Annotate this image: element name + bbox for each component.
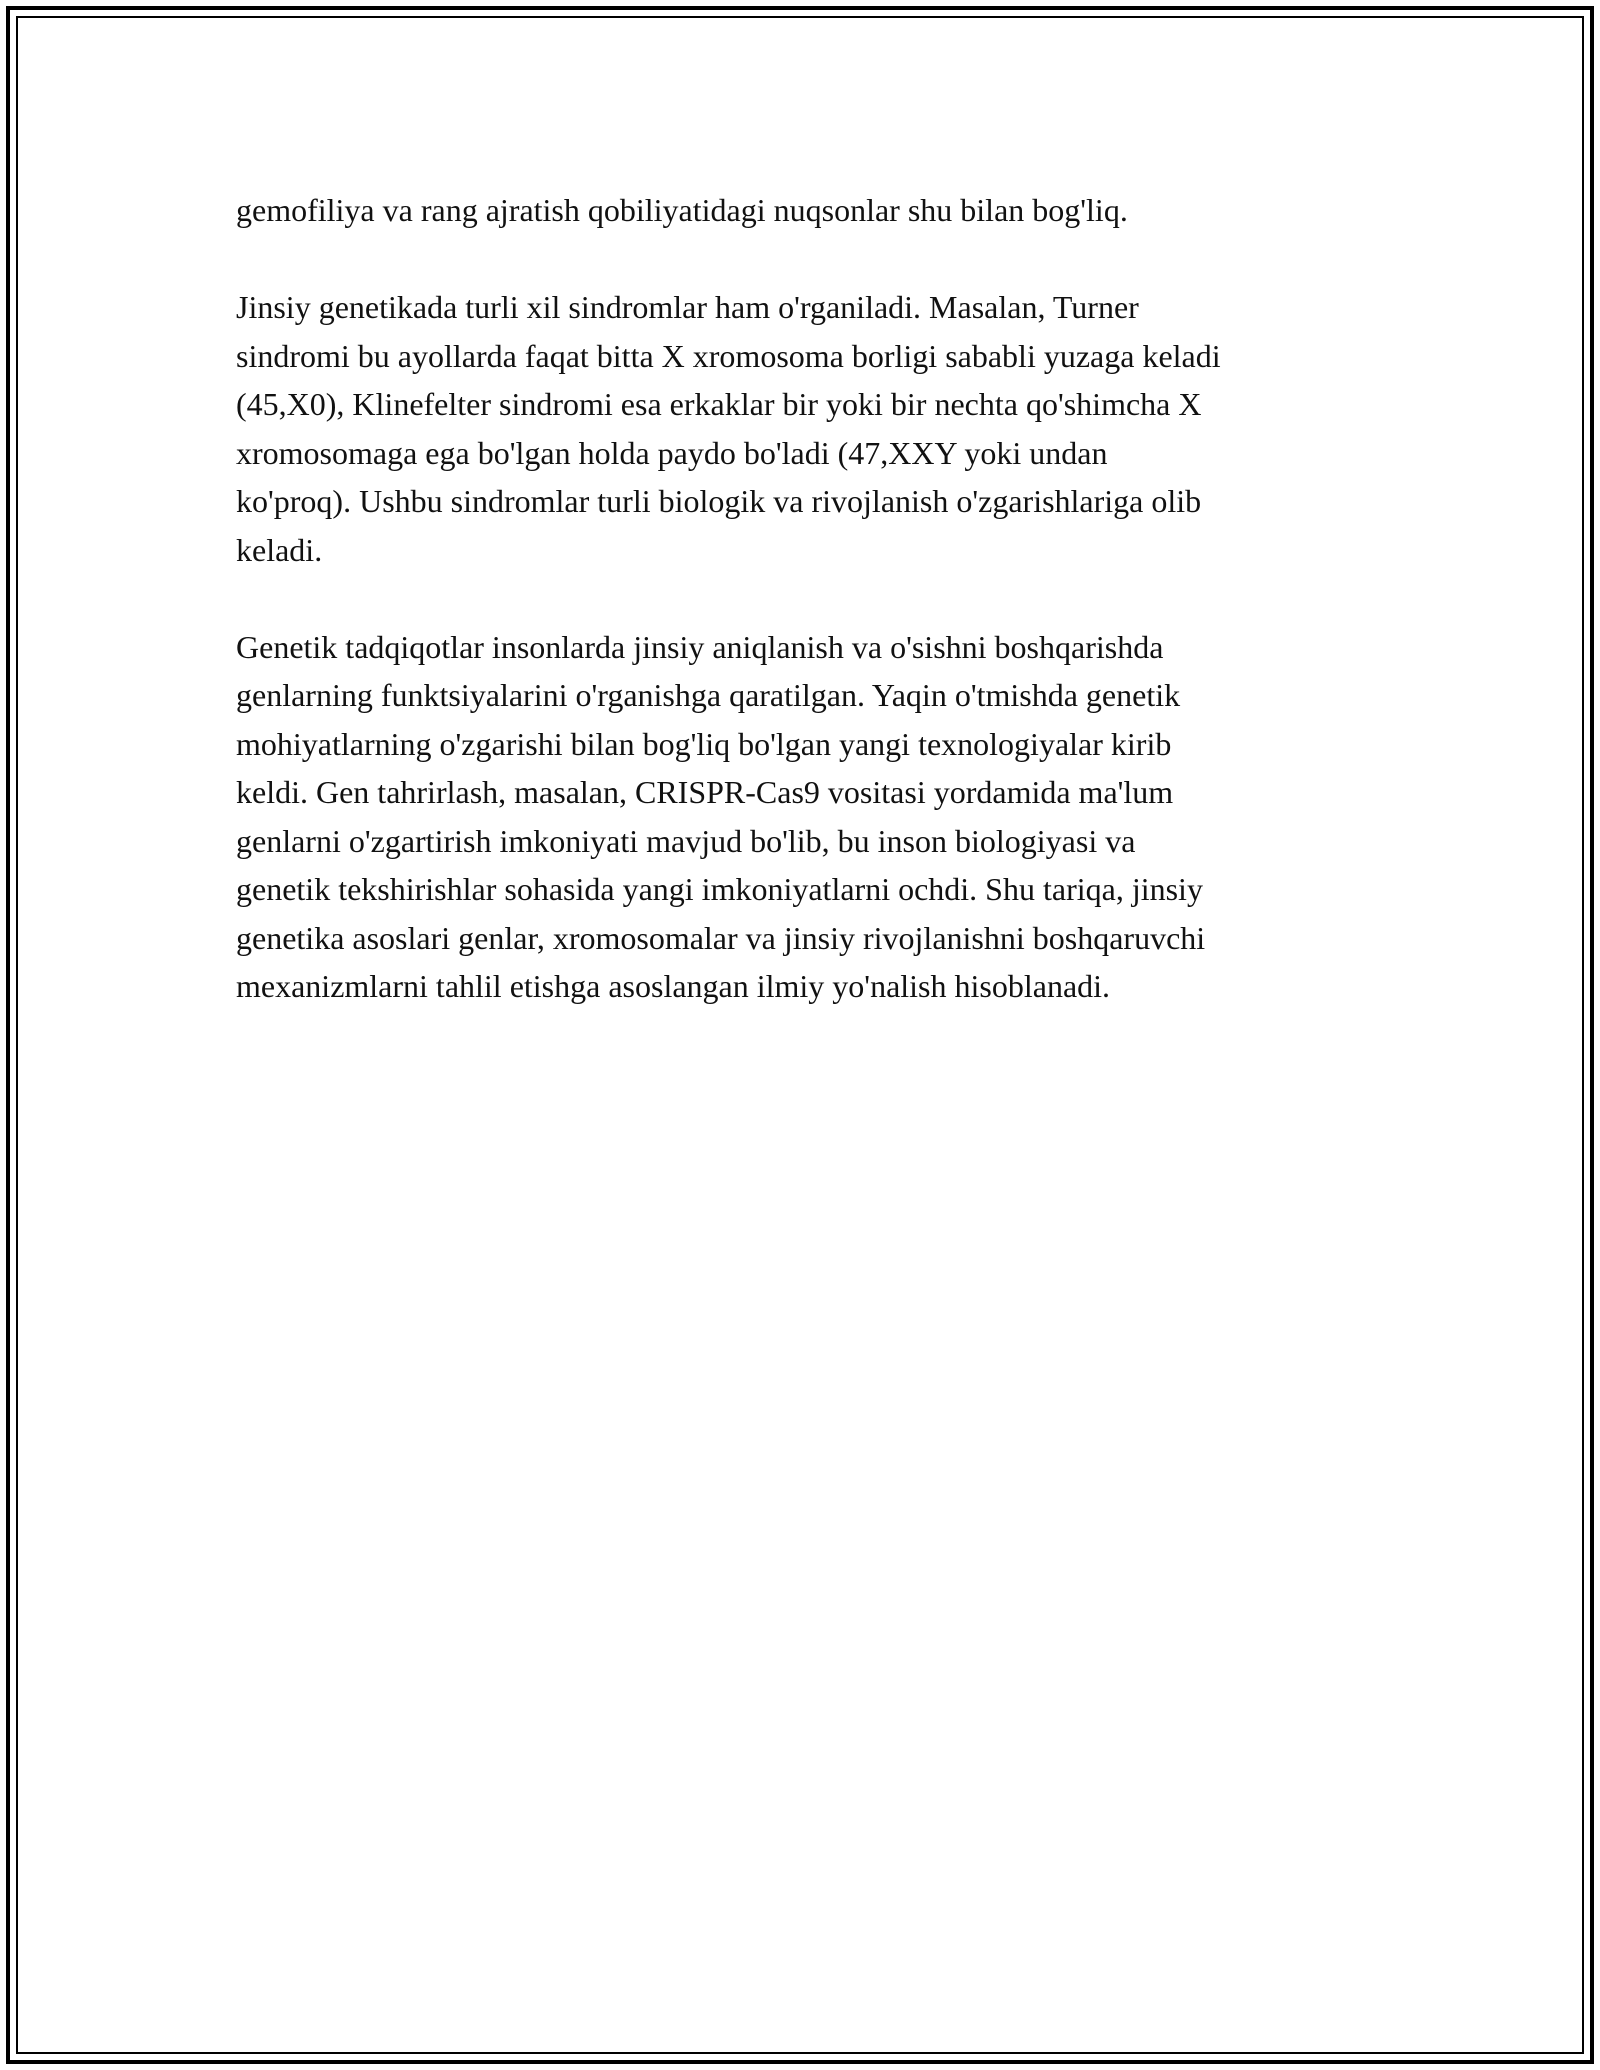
document-body <box>236 186 1376 1059</box>
paragraph-1: gemofiliya va rang ajratish qobiliyatidagi nuqsonlar shu bilan bog'liq. <box>236 192 1128 228</box>
paragraph-2: Jinsiy genetikada turli xil sindromlar ham o'rganiladi. Masalan, Turner sindromi bu ayollarda faqat bitta X xromosoma borligi sababli yuzaga keladi (45,X0), Klinefelter sindromi esa erkaklar bir yoki bir nechta qo'shimcha X xromosomaga ega bo'lgan holda paydo bo'ladi (47,XXY yoki undan ko'proq). Ushbu sindromlar turli biologik va rivojlanish o'zgarishlariga olib keladi. <box>236 289 1221 568</box>
paragraph-3: Genetik tadqiqotlar insonlarda jinsiy aniqlanish va o'sishni boshqarishda genlarning funktsiyalarini o'rganishga qaratilgan. Yaqin o'tmishda genetik mohiyatlarning o'zgarishi bilan bog'liq bo'lgan yangi texnologiyalar kirib keldi. Gen tahrirlash, masalan, CRISPR-Cas9 vositasi yordamida ma'lum genlarni o'zgartirish imkoniyati mavjud bo'lib, bu inson biologiyasi va genetik tekshirishlar sohasida yangi imkoniyatlarni ochdi. Shu tariqa, jinsiy genetika asoslari genlar, xromosomalar va jinsiy rivojlanishni boshqaruvchi mexanizmlarni tahlil etishga asoslangan ilmiy yo'nalish hisoblanadi. <box>236 628 1206 1004</box>
